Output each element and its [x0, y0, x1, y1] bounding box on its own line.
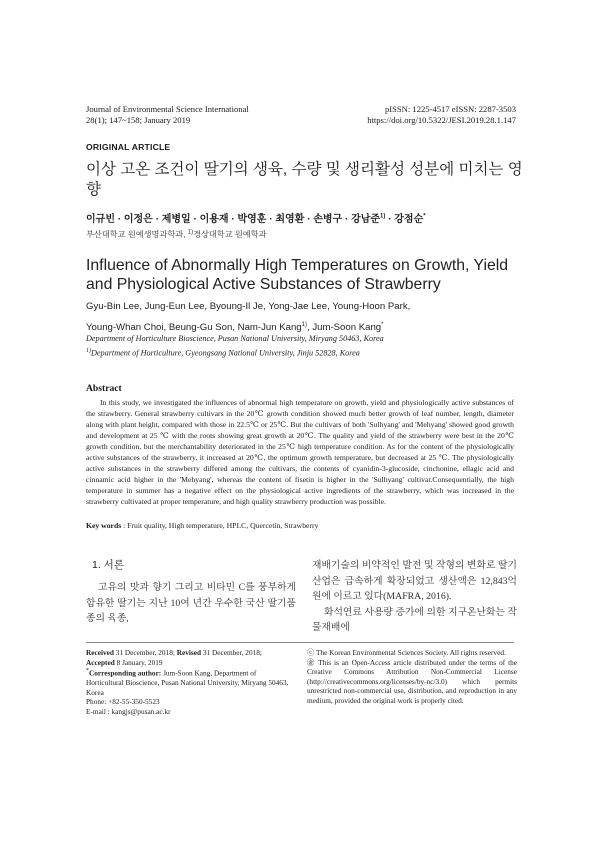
english-authors-part: Young-Whan Choi, Beung-Gu Son, Nam-Jun Kang: [86, 322, 302, 334]
korean-affiliation-1: 부산대학교 원예생명과학과,: [86, 230, 188, 239]
abstract-heading: Abstract: [86, 383, 122, 394]
corresponding-text: Jum-Soon Kang, Department of Horticultural Bioscience, Pusan National University, Miryang 50463, Korea: [86, 668, 289, 697]
body-paragraph: 재배기술의 비약적인 발전 및 작형의 변화로 딸기 산업은 급속하게 확장되었고 생산액은 12,843억 원에 이르고 있다(MAFRA, 2016).: [312, 560, 517, 602]
english-affiliation-2: [86, 345, 384, 360]
corresponding-label: Corresponding author:: [89, 668, 162, 678]
keywords: [86, 521, 514, 530]
affiliation-marker: 1): [187, 229, 194, 236]
section-heading: 1. 서론: [92, 559, 124, 571]
affiliation-marker: 1): [86, 348, 91, 354]
received-date: 31 December, 2018;: [113, 648, 177, 657]
body-right-column: [312, 558, 517, 636]
english-affiliation-2-text: Department of Horticulture, Gyeongsang National University, Jinju 52828, Korea: [91, 348, 360, 358]
footer-divider: [86, 642, 514, 643]
abstract-text: In this study, we investigated the influences of abnormal high temperature on growth, yield and physiologically active substances of the strawberry. General strawberry cultivars in the 20℃ growth condition showed much better growth of leaf number, length, diameter along with plant height, compared with those in 22.5℃ or 25℃. But the cultivars of both 'Sulhyang' and 'Mehyang' showed good growth and development at 25 ℃ with the roots showing great growth at 20℃. The quality and yield of the strawberry were best in the 20℃ growth condition, but the merchantability deteriorated in the 25℃ high temperature condition. As for the content of the physiologically active substances of the strawberry, it increased at 20℃, the optimum growth temperature, but decreased at 25 ℃. The physiologically active substances in the strawberry differed among the cultivars, the contents of cyanidin-3-glucoside, cinchonine, ellagic acid and cinnamic acid higher in the 'Mehyang', whereas the content of fisetin is higher in the 'Sulhyang' cultivar.Consequentially, the high temperature in summer has a negative effect on the physiological active ingredients of the strawberry, which was increased in the strawberry cultivated at proper temperature, and high quality strawberry production was possible.: [86, 398, 514, 506]
english-authors: [86, 298, 526, 337]
corresponding-marker: *: [381, 322, 384, 328]
license-text: ㊎ This is an Open-Access article distributed under the terms of the Creative Commons Attribution Non-Commercial License (http://creativecommons.org/licenses/by-nc/3.0) which permits unrestricted non-commercial use, distribution, and reproduction in any medium, provided the original work is properly cited.: [307, 657, 517, 705]
phone: Phone: +82-55-350-5523: [86, 697, 160, 707]
korean-authors: [86, 210, 426, 225]
affiliation-marker: 1): [380, 213, 386, 220]
korean-title: 이상 고온 조건이 딸기의 생육, 수량 및 생리활성 성분에 미치는 영향: [86, 161, 523, 198]
korean-affiliation: [86, 229, 267, 240]
dates-line: [86, 648, 291, 658]
affiliation-marker: 1): [301, 322, 307, 328]
journal-info: [86, 104, 249, 125]
korean-last-author: · 강점순: [385, 214, 424, 225]
keywords-list: : Fruit quality, High temperature, HPLC, Quercetin, Strawberry: [121, 521, 319, 530]
article-history: [86, 648, 291, 717]
revised-date: 31 December, 2018;: [201, 648, 262, 657]
copyright: ⓒ The Korean Environmental Sciences Society. All rights reserved.: [307, 648, 506, 657]
corresponding-marker: *: [423, 213, 426, 220]
korean-author-list: 이규빈 · 이정은 · 제병일 · 이용재 · 박영훈 · 최영환 · 손병구 · 강남준: [86, 214, 381, 225]
english-authors-line1: Gyu-Bin Lee, Jung-Eun Lee, Byoung-Il Je, Yong-Jae Lee, Young-Hoon Park,: [86, 301, 411, 312]
accepted-label: Accepted: [86, 657, 115, 667]
journal-volume: 28(1); 147~158; January 2019: [86, 114, 191, 125]
email-link[interactable]: E-mail : kangjs@pusan.ac.kr: [86, 706, 171, 716]
korean-affiliation-2: 경상대학교 원예학과: [193, 230, 267, 239]
body-left-column: 고유의 맛과 향기 그리고 비타민 C를 풍부하게 함유한 딸기는 지난 10여 년간 우수한 국산 딸기품종의 육종,: [86, 582, 296, 624]
corresponding-author: [86, 667, 291, 697]
journal-name: Journal of Environmental Science International: [86, 104, 249, 114]
journal-identifiers: [367, 104, 516, 125]
received-label: Received: [86, 648, 114, 657]
doi-link[interactable]: https://doi.org/10.5322/JESI.2019.28.1.147: [367, 114, 516, 125]
article-type: ORIGINAL ARTICLE: [86, 142, 171, 152]
corresponding-marker: *: [86, 668, 89, 675]
english-title: Influence of Abnormally High Temperatures on Growth, Yield and Physiological Active Substances of Strawberry: [86, 257, 509, 293]
issn: pISSN: 1225-4517 eISSN: 2287-3503: [384, 104, 516, 114]
revised-label: Revised: [176, 648, 202, 657]
english-affiliations: [86, 333, 384, 360]
accepted-line: [86, 658, 291, 668]
license-info: [307, 648, 517, 706]
body-paragraph: 화석연료 사용량 증가에 의한 지구온난화는 작물재배에: [312, 606, 517, 633]
accepted-date: 8 January, 2019: [114, 657, 163, 667]
keywords-label: Key words: [86, 521, 122, 530]
english-last-author: , Jum-Soon Kang: [306, 322, 382, 334]
english-affiliation-1: Department of Horticulture Bioscience, Pusan National University, Miryang 50463, Korea: [86, 334, 384, 343]
